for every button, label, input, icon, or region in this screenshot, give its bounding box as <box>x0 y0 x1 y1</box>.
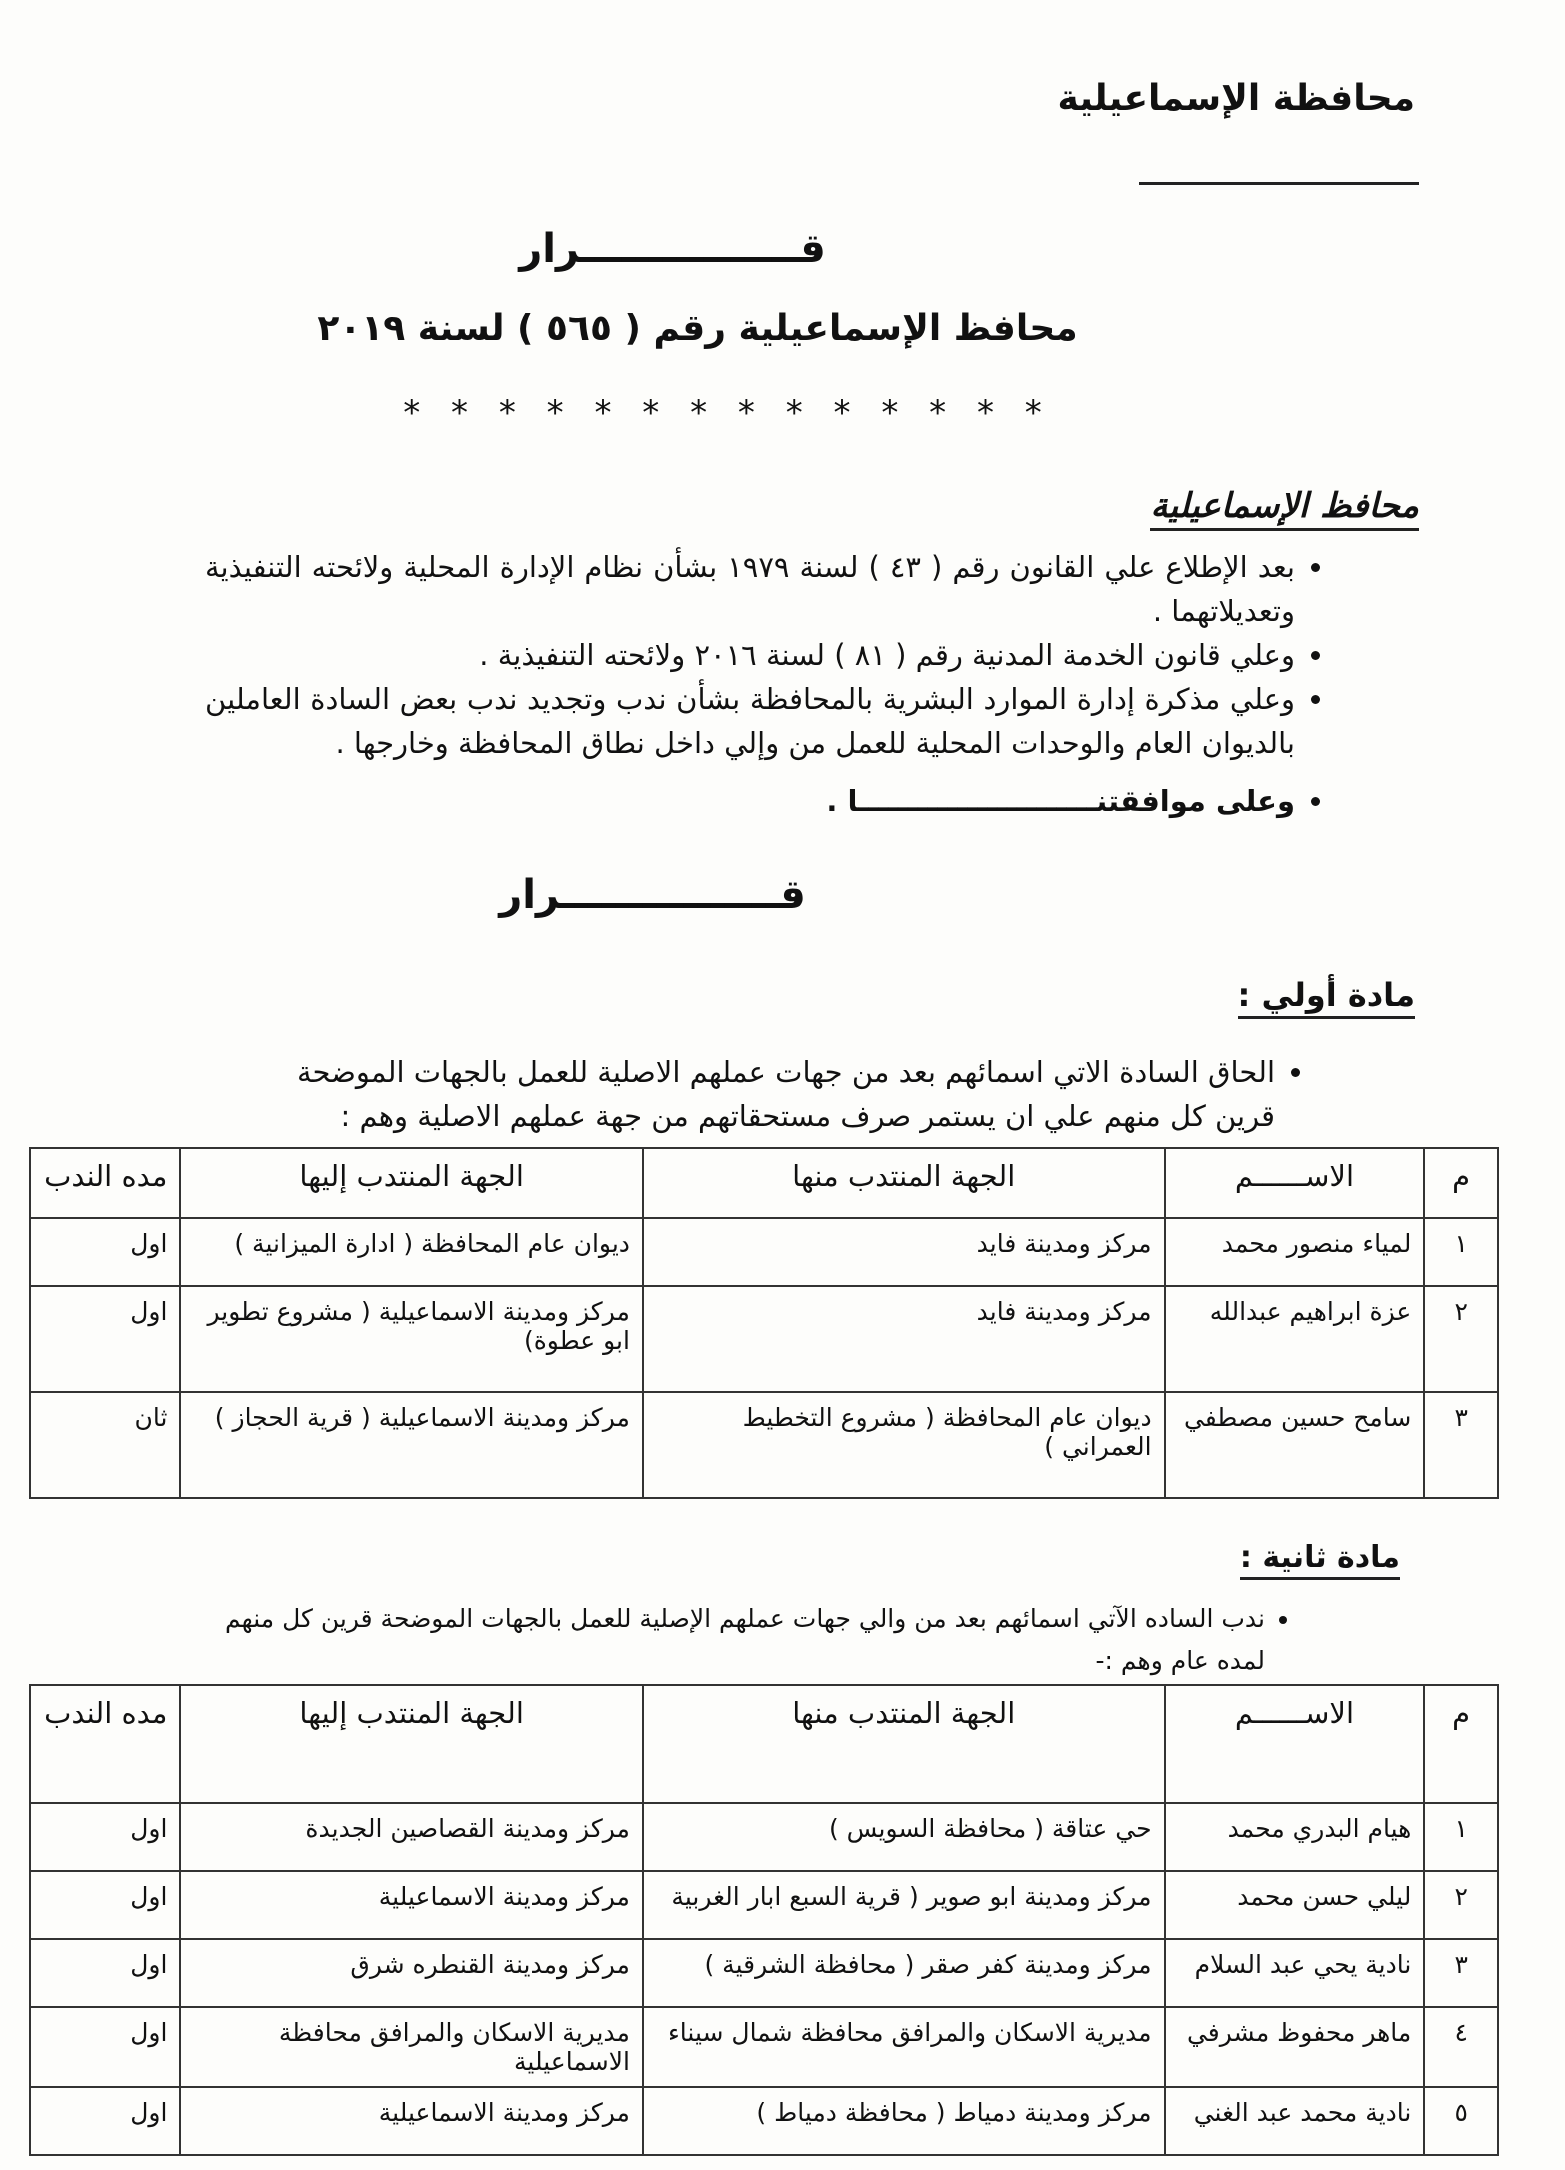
cell-to: مركز ومدينة الاسماعيلية <box>180 2087 643 2155</box>
article-2-title: مادة ثانية : <box>1240 1540 1400 1580</box>
table-row <box>30 1286 1498 1392</box>
table-row <box>30 1803 1498 1871</box>
col-duration: مده الندب <box>30 1148 180 1218</box>
cell-name: ليلي حسن محمد <box>1165 1871 1425 1939</box>
preamble-item: • بعد الإطلاع علي القانون رقم ( ٤٣ ) لسنة ١٩٧٩ بشأن نظام الإدارة المحلية ولائحته التنفيذية وتعديلاتهما . <box>205 545 1295 633</box>
decree-title-second: قــــــــــــــــرار <box>499 872 806 918</box>
cell-name: ماهر محفوظ مشرفي <box>1165 2007 1425 2087</box>
article-1-title: مادة أولي : <box>1238 976 1415 1019</box>
preamble-item: • وعلي مذكرة إدارة الموارد البشرية بالمحافظة بشأن ندب وتجديد ندب بعض السادة العاملين بالديوان العام والوحدات المحلية للعمل من وإلي داخل نطاق المحافظة وخارجها . <box>205 677 1295 765</box>
cell-name: عزة ابراهيم عبدالله <box>1165 1286 1425 1392</box>
table-row <box>30 1939 1498 2007</box>
table-row <box>30 1392 1498 1498</box>
cell-to: مركز ومدينة الاسماعيلية <box>180 1871 643 1939</box>
table-row <box>30 1218 1498 1286</box>
cell-num: ٥ <box>1424 2087 1498 2155</box>
cell-from: مركز ومدينة كفر صقر ( محافظة الشرقية ) <box>643 1939 1165 2007</box>
cell-duration: اول <box>30 1871 180 1939</box>
cell-name: هيام البدري محمد <box>1165 1803 1425 1871</box>
article-1-table <box>29 1147 1499 1499</box>
col-num: م <box>1424 1148 1498 1218</box>
cell-to: مركز ومدينة الاسماعيلية ( مشروع تطوير ابو عطوة) <box>180 1286 643 1392</box>
table-row <box>30 2087 1498 2155</box>
article-1-list <box>245 1050 1315 1138</box>
col-num: م <box>1424 1685 1498 1803</box>
heading-rule <box>1139 182 1419 185</box>
preamble-list <box>205 545 1335 823</box>
cell-duration: اول <box>30 1286 180 1392</box>
cell-name: سامح حسين مصطفي <box>1165 1392 1425 1498</box>
cell-from: ديوان عام المحافظة ( مشروع التخطيط العمراني ) <box>643 1392 1165 1498</box>
article-2-text: • ندب الساده الآتي اسمائهم بعد من والي جهات عملهم الإصلية للعمل بالجهات الموضحة قرين كل منهم لمده عام وهم :- <box>175 1598 1265 1682</box>
cell-duration: اول <box>30 2007 180 2087</box>
cell-num: ١ <box>1424 1803 1498 1871</box>
col-name: الاســــــم <box>1165 1685 1425 1803</box>
cell-to: مديرية الاسكان والمرافق محافظة الاسماعيلية <box>180 2007 643 2087</box>
cell-name: نادية محمد عبد الغني <box>1165 2087 1425 2155</box>
cell-from: مركز ومدينة فايد <box>643 1286 1165 1392</box>
cell-num: ٣ <box>1424 1392 1498 1498</box>
cell-from: مركز ومدينة ابو صوير ( قرية السبع ابار الغربية <box>643 1871 1165 1939</box>
cell-duration: اول <box>30 1939 180 2007</box>
article-2-table <box>29 1684 1499 2156</box>
cell-duration: ثان <box>30 1392 180 1498</box>
cell-duration: اول <box>30 2087 180 2155</box>
preamble-item: • وعلي قانون الخدمة المدنية رقم ( ٨١ ) لسنة ٢٠١٦ ولائحته التنفيذية . <box>205 633 1295 677</box>
article-1-text: • الحاق السادة الاتي اسمائهم بعد من جهات عملهم الاصلية للعمل بالجهات الموضحة قرين كل منهم علي ان يستمر صرف مستحقاتهم من جهة عملهم الاصلية وهم : <box>245 1050 1275 1138</box>
cell-num: ٣ <box>1424 1939 1498 2007</box>
cell-from: مركز ومدينة فايد <box>643 1218 1165 1286</box>
col-duration: مده الندب <box>30 1685 180 1803</box>
col-from: الجهة المنتدب منها <box>643 1685 1165 1803</box>
cell-from: حي عتاقة ( محافظة السويس ) <box>643 1803 1165 1871</box>
table-row <box>30 1871 1498 1939</box>
cell-name: لمياء منصور محمد <box>1165 1218 1425 1286</box>
col-to: الجهة المنتدب إليها <box>180 1685 643 1803</box>
cell-duration: اول <box>30 1218 180 1286</box>
cell-num: ٢ <box>1424 1286 1498 1392</box>
cell-num: ٢ <box>1424 1871 1498 1939</box>
governorate-heading: محافظة الإسماعيلية <box>1057 78 1415 119</box>
preamble-item: • وعلى موافقتنــــــــــــــــــــــــا . <box>205 779 1295 823</box>
decree-title: قــــــــــــــــرار <box>519 226 826 272</box>
issuer-heading: محافظ الإسماعيلية <box>1150 486 1419 531</box>
col-from: الجهة المنتدب منها <box>643 1148 1165 1218</box>
cell-from: مركز ومدينة دمياط ( محافظة دمياط ) <box>643 2087 1165 2155</box>
cell-to: مركز ومدينة الاسماعيلية ( قرية الحجاز ) <box>180 1392 643 1498</box>
cell-duration: اول <box>30 1803 180 1871</box>
stars-divider: * * * * * * * * * * * * * * <box>403 393 1052 433</box>
cell-num: ٤ <box>1424 2007 1498 2087</box>
cell-to: مركز ومدينة القنطره شرق <box>180 1939 643 2007</box>
table-row <box>30 2007 1498 2087</box>
cell-from: مديرية الاسكان والمرافق محافظة شمال سيناء <box>643 2007 1165 2087</box>
cell-to: ديوان عام المحافظة ( ادارة الميزانية ) <box>180 1218 643 1286</box>
cell-name: نادية يحي عبد السلام <box>1165 1939 1425 2007</box>
col-to: الجهة المنتدب إليها <box>180 1148 643 1218</box>
cell-num: ١ <box>1424 1218 1498 1286</box>
cell-to: مركز ومدينة القصاصين الجديدة <box>180 1803 643 1871</box>
col-name: الاســــــم <box>1165 1148 1425 1218</box>
decree-subtitle: محافظ الإسماعيلية رقم ( ٥٦٥ ) لسنة ٢٠١٩ <box>317 308 1078 349</box>
article-2-list <box>175 1598 1305 1682</box>
